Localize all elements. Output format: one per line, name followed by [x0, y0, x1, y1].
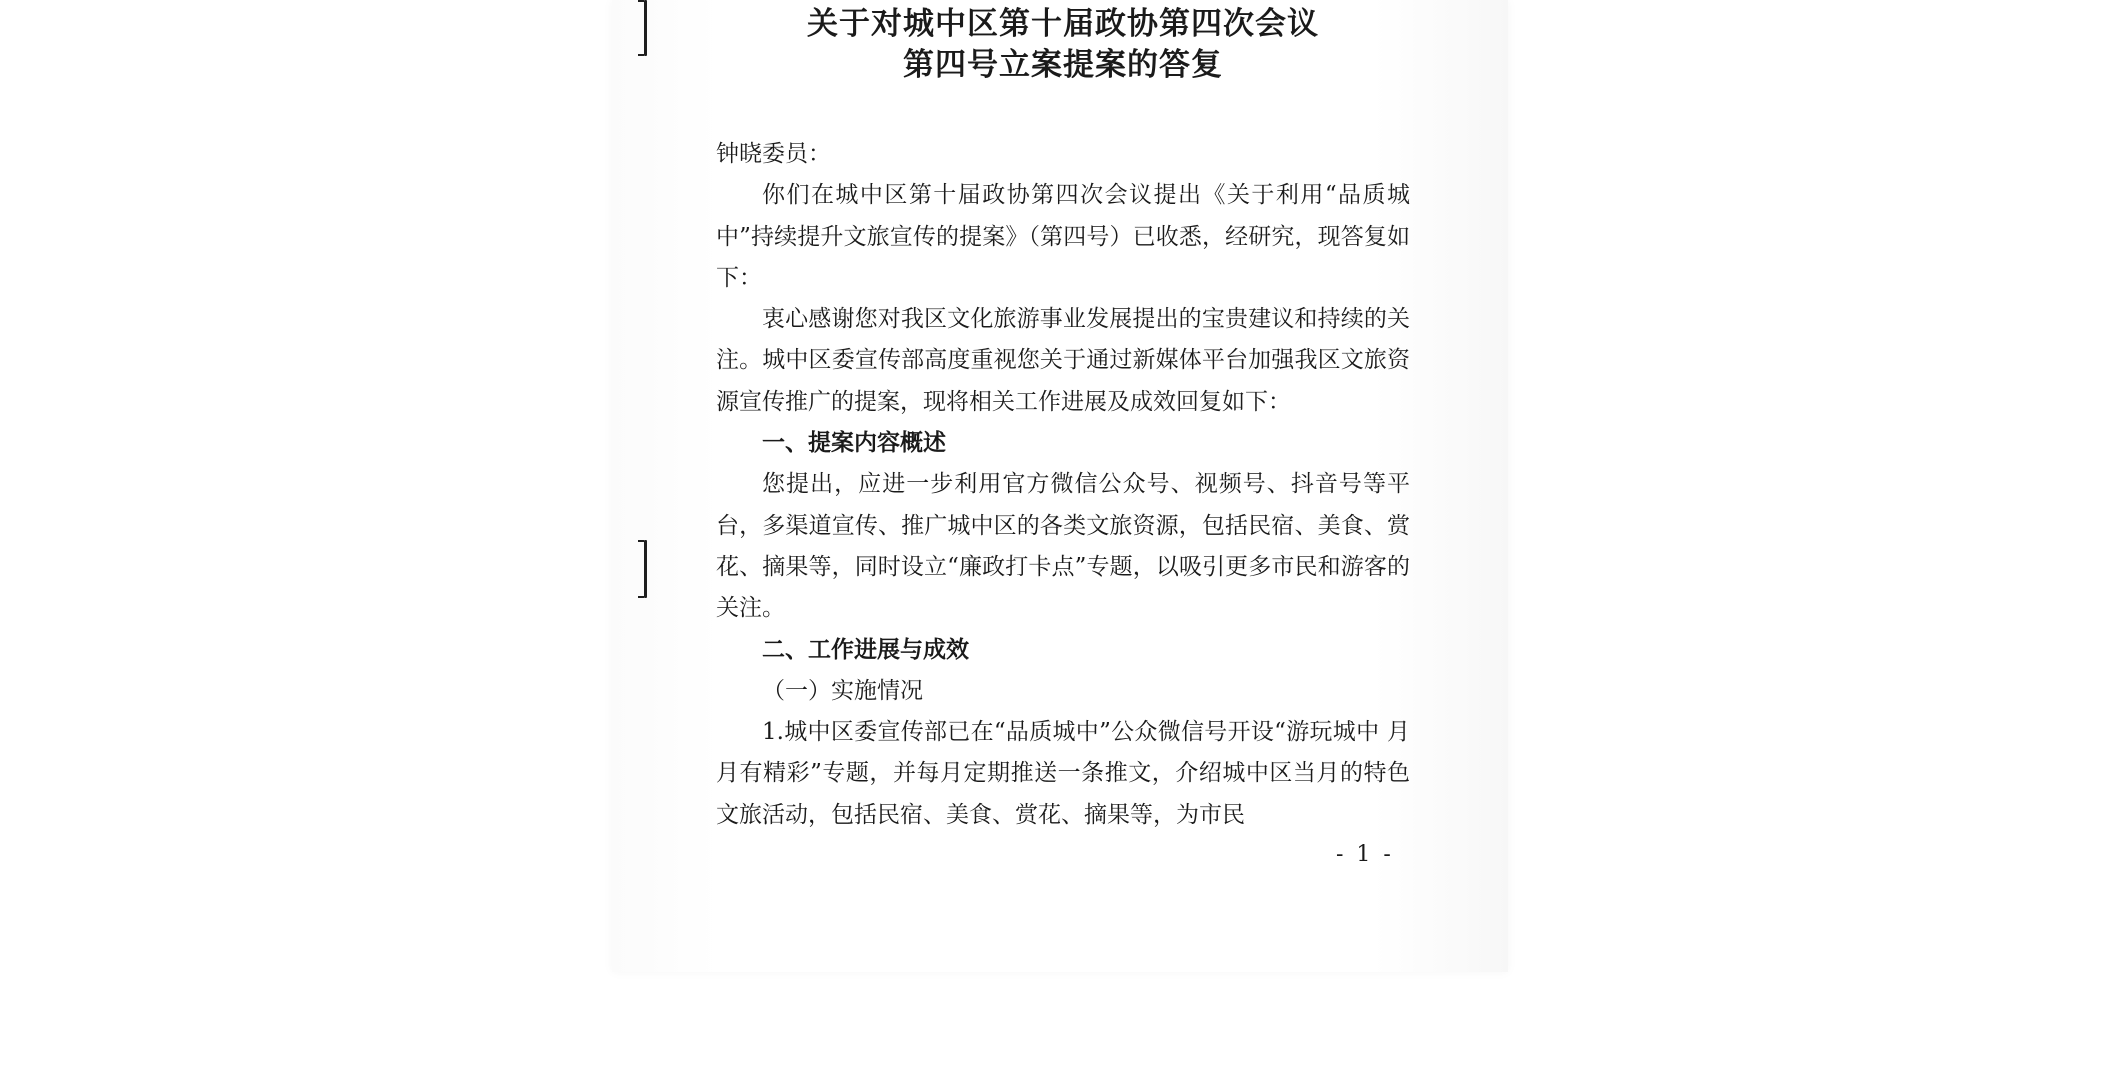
section-heading-1: 一、提案内容概述 — [762, 430, 946, 457]
section-2-paragraph: 1.城中区委宣传部已在“品质城中”公众微信号开设“游玩城中 月月有精彩”专题，并每月定期推送一条推文，介绍城中区当月的特色文旅活动，包括民宿、美食、赏花、摘果等，为市民 — [716, 719, 1410, 828]
page-number: - 1 - — [1336, 842, 1394, 867]
document-title — [716, 4, 1410, 86]
subsection-heading: （一）实施情况 — [762, 677, 923, 704]
section-heading-2: 二、工作进展与成效 — [762, 636, 969, 663]
binding-mark-top — [644, 0, 647, 56]
salutation: 钟晓委员： — [716, 141, 831, 167]
document-content — [716, 0, 1410, 828]
title-line-1: 关于对城中区第十届政协第四次会议 — [807, 6, 1319, 42]
document-body — [716, 134, 1410, 836]
thanks-paragraph: 衷心感谢您对我区文化旅游事业发展提出的宝贵建议和持续的关注。城中区委宣传部高度重视您关于通过新媒体平台加强我区文旅资源宣传推广的提案，现将相关工作进展及成效回复如下： — [716, 306, 1410, 415]
section-1-paragraph: 您提出，应进一步利用官方微信公众号、视频号、抖音号等平台，多渠道宣传、推广城中区的各类文旅资源，包括民宿、美食、赏花、摘果等，同时设立“廉政打卡点”专题，以吸引更多市民和游客的关注。 — [716, 471, 1410, 622]
intro-paragraph: 你们在城中区第十届政协第四次会议提出《关于利用“品质城中”持续提升文旅宣传的提案》（第四号）已收悉，经研究，现答复如下： — [716, 182, 1410, 291]
binding-mark-middle — [644, 540, 647, 598]
title-line-2: 第四号立案提案的答复 — [903, 47, 1223, 83]
